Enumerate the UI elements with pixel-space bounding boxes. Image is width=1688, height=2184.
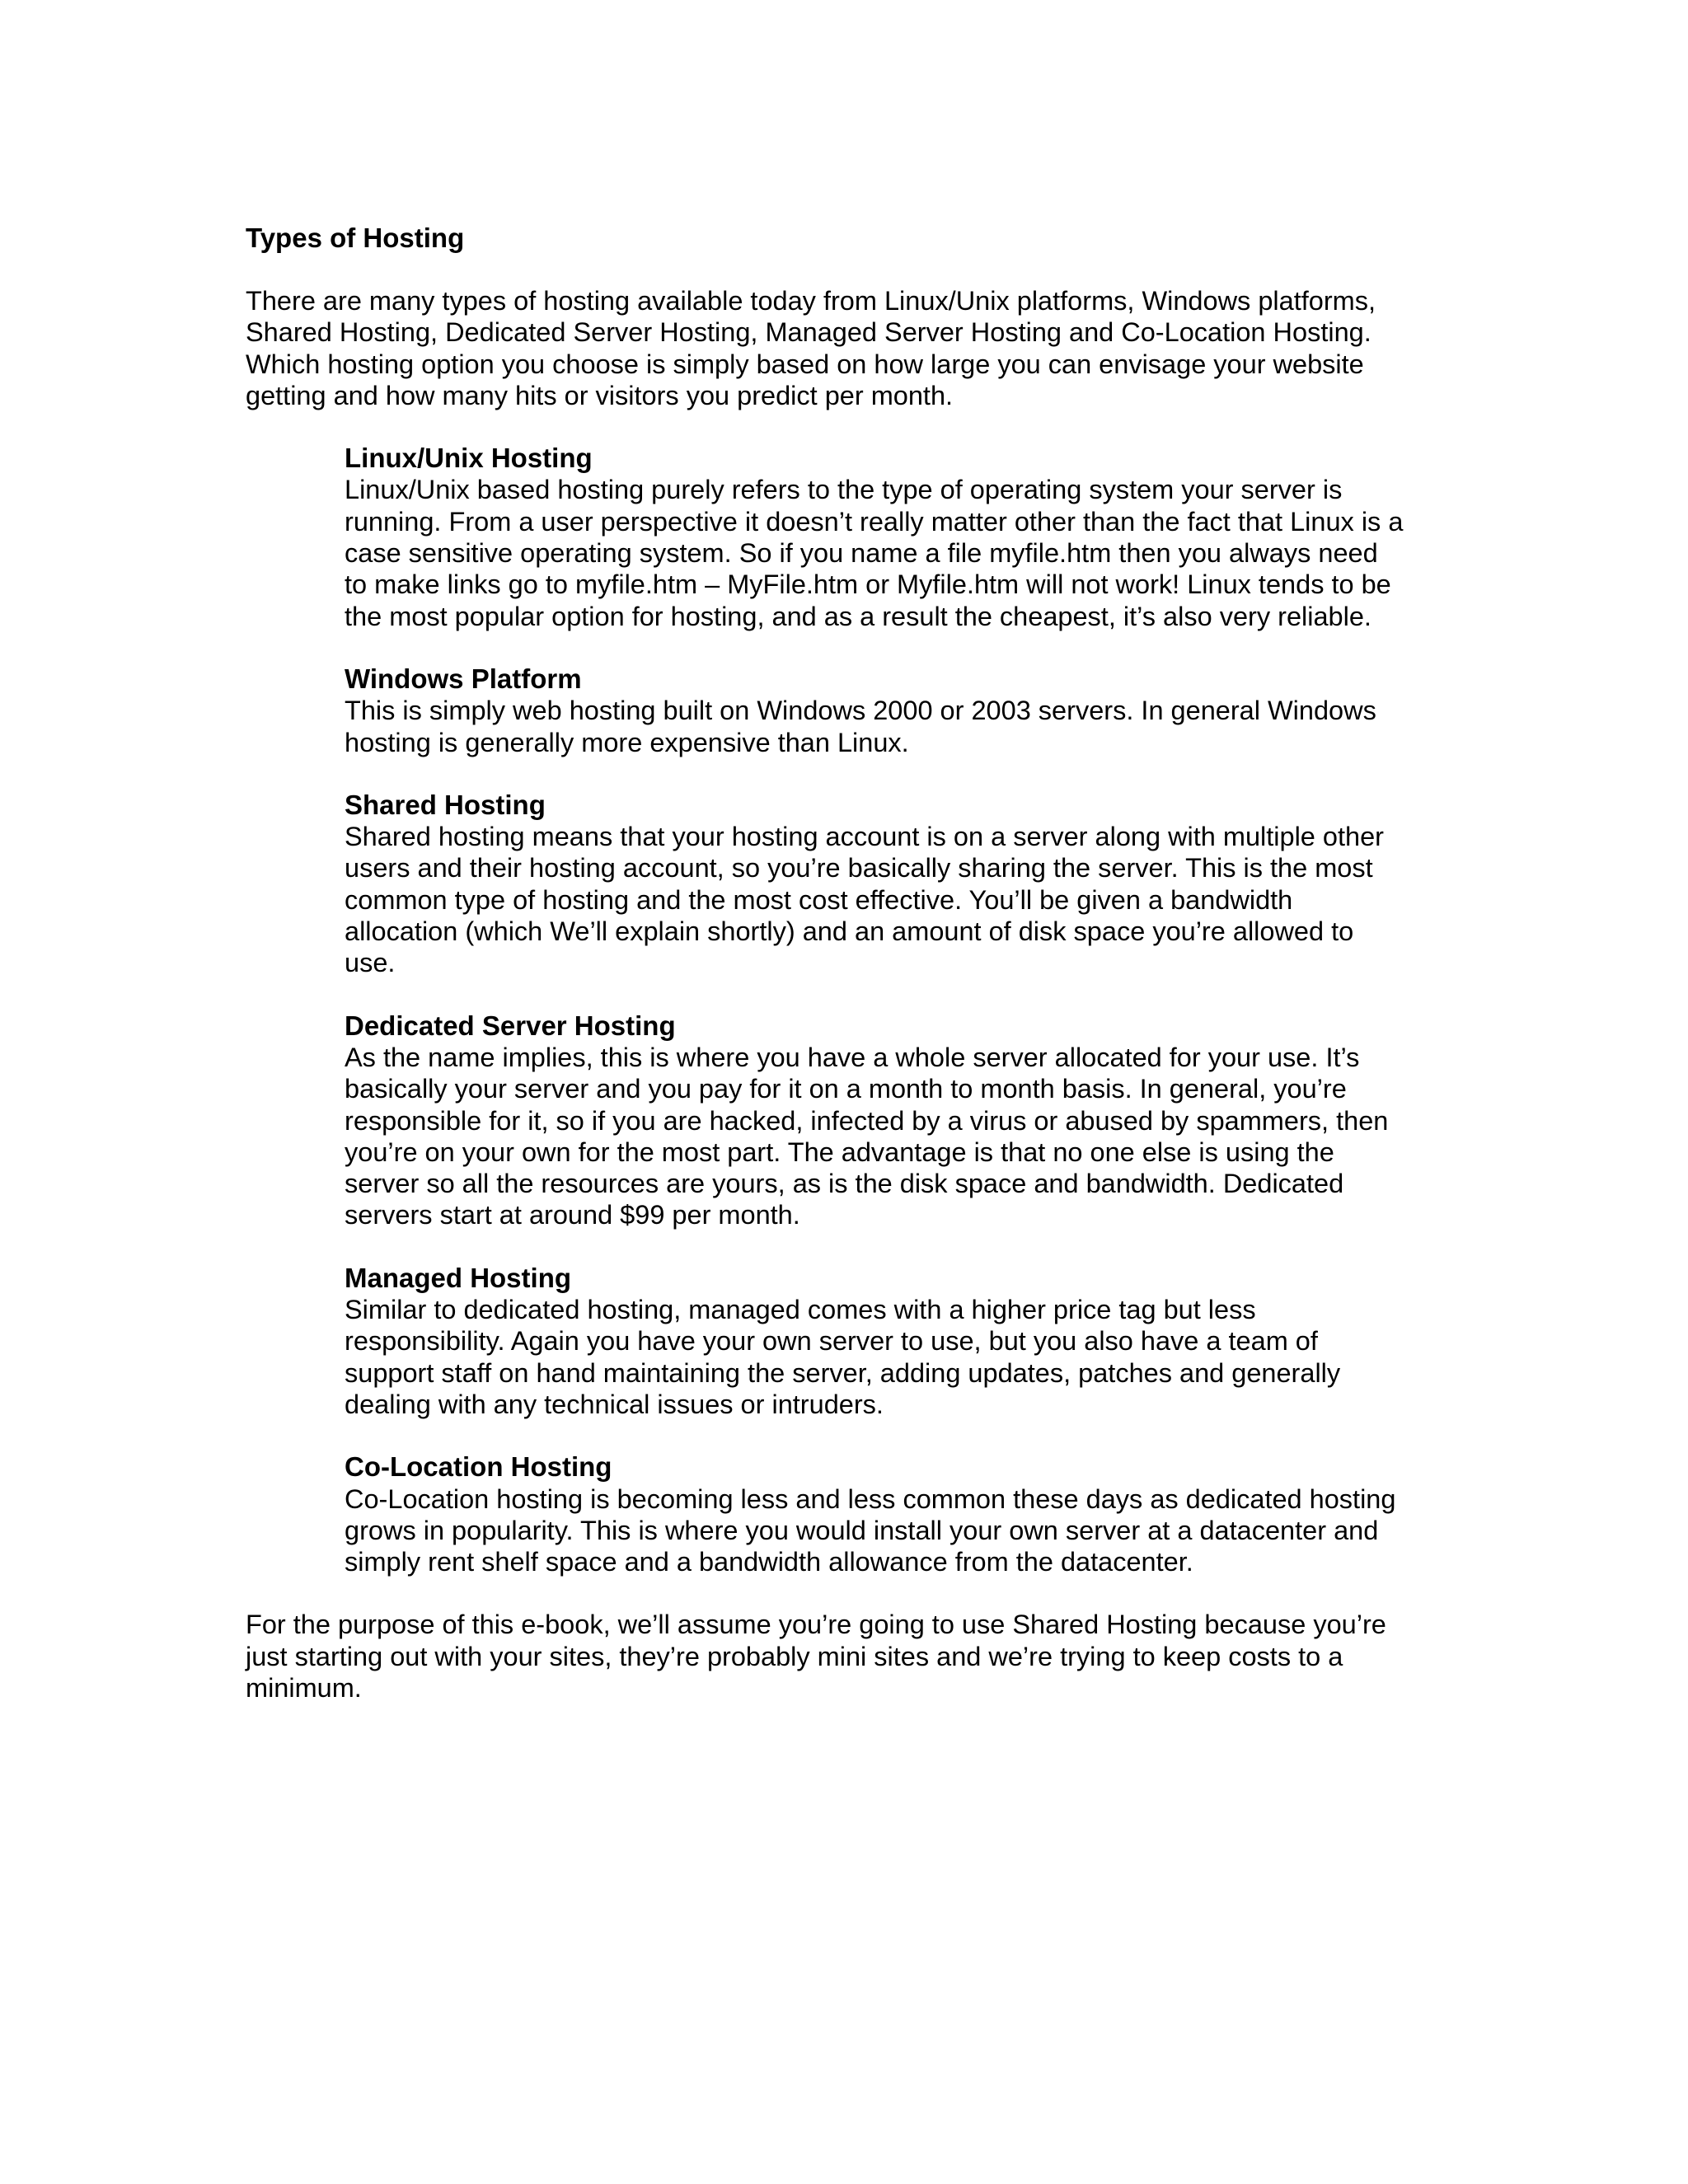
section-heading: Dedicated Server Hosting <box>345 1010 676 1041</box>
body-line: servers start at around $99 per month. <box>345 1200 800 1230</box>
section-managed-hosting <box>345 1263 1449 1420</box>
section-heading: Managed Hosting <box>345 1262 572 1293</box>
section-heading: Shared Hosting <box>345 789 546 820</box>
section-body <box>345 1042 1449 1231</box>
body-line: This is simply web hosting built on Windows 2000 or 2003 servers. In general Windows <box>345 696 1376 726</box>
body-line: dealing with any technical issues or intruders. <box>345 1389 884 1419</box>
intro-line: getting and how many hits or visitors you predict per month. <box>246 380 954 410</box>
body-line: Similar to dedicated hosting, managed comes with a higher price tag but less <box>345 1295 1256 1325</box>
section-body <box>345 1294 1449 1420</box>
hosting-types-list <box>345 443 1449 1577</box>
body-line: responsible for it, so if you are hacked, infected by a virus or abused by spammers, then <box>345 1105 1389 1136</box>
conclusion-paragraph <box>246 1609 1449 1704</box>
body-line: server so all the resources are yours, as is the disk space and bandwidth. Dedicated <box>345 1169 1344 1199</box>
section-body <box>345 695 1449 758</box>
section-heading: Co-Location Hosting <box>345 1451 612 1483</box>
section-linux-unix-hosting <box>345 443 1449 632</box>
body-line: to make links go to myfile.htm – MyFile.htm or Myfile.htm will not work! Linux tends to be <box>345 569 1391 600</box>
body-line: As the name implies, this is where you have a whole server allocated for your use. It’s <box>345 1042 1360 1072</box>
document-page <box>246 223 1449 1704</box>
section-body <box>345 821 1449 978</box>
body-line: support staff on hand maintaining the server, adding updates, patches and generally <box>345 1357 1341 1388</box>
page-title: Types of Hosting <box>246 223 465 253</box>
section-body <box>345 474 1449 631</box>
section-heading: Linux/Unix Hosting <box>345 443 593 474</box>
section-heading: Windows Platform <box>345 663 582 694</box>
body-line: you’re on your own for the most part. The advantage is that no one else is using the <box>345 1137 1334 1167</box>
body-line: running. From a user perspective it doesn’t really matter other than the fact that Linux is a <box>345 506 1404 537</box>
body-line: basically your server and you pay for it on a month to month basis. In general, you’re <box>345 1074 1347 1104</box>
section-windows-platform <box>345 663 1449 758</box>
section-body <box>345 1483 1449 1578</box>
intro-line: Which hosting option you choose is simply based on how large you can envisage your website <box>246 349 1364 379</box>
section-dedicated-server-hosting <box>345 1010 1449 1231</box>
conclusion-line: For the purpose of this e-book, we’ll assume you’re going to use Shared Hosting because you’re <box>246 1610 1386 1640</box>
body-line: Co-Location hosting is becoming less and less common these days as dedicated hosting <box>345 1483 1396 1514</box>
body-line: hosting is generally more expensive than Linux. <box>345 727 909 757</box>
conclusion-line: minimum. <box>246 1672 362 1703</box>
body-line: users and their hosting account, so you’re basically sharing the server. This is the most <box>345 853 1373 883</box>
body-line: common type of hosting and the most cost effective. You’ll be given a bandwidth <box>345 884 1293 915</box>
intro-line: There are many types of hosting available today from Linux/Unix platforms, Windows platforms, <box>246 286 1376 316</box>
body-line: case sensitive operating system. So if you name a file myfile.htm then you always need <box>345 538 1378 569</box>
intro-line: Shared Hosting, Dedicated Server Hosting, Managed Server Hosting and Co-Location Hosting. <box>246 317 1372 348</box>
body-line: Linux/Unix based hosting purely refers to the type of operating system your server is <box>345 475 1343 505</box>
section-co-location-hosting <box>345 1451 1449 1577</box>
conclusion-line: just starting out with your sites, they’re probably mini sites and we’re trying to keep costs to a <box>246 1641 1343 1671</box>
intro-paragraph <box>246 285 1449 411</box>
body-line: grows in popularity. This is where you would install your own server at a datacenter and <box>345 1515 1379 1545</box>
body-line: use. <box>345 948 396 978</box>
body-line: the most popular option for hosting, and as a result the cheapest, it’s also very reliable. <box>345 601 1372 631</box>
body-line: Shared hosting means that your hosting account is on a server along with multiple other <box>345 822 1384 852</box>
body-line: simply rent shelf space and a bandwidth allowance from the datacenter. <box>345 1547 1193 1577</box>
section-shared-hosting <box>345 790 1449 979</box>
body-line: allocation (which We’ll explain shortly) and an amount of disk space you’re allowed to <box>345 916 1354 947</box>
body-line: responsibility. Again you have your own server to use, but you also have a team of <box>345 1326 1318 1357</box>
